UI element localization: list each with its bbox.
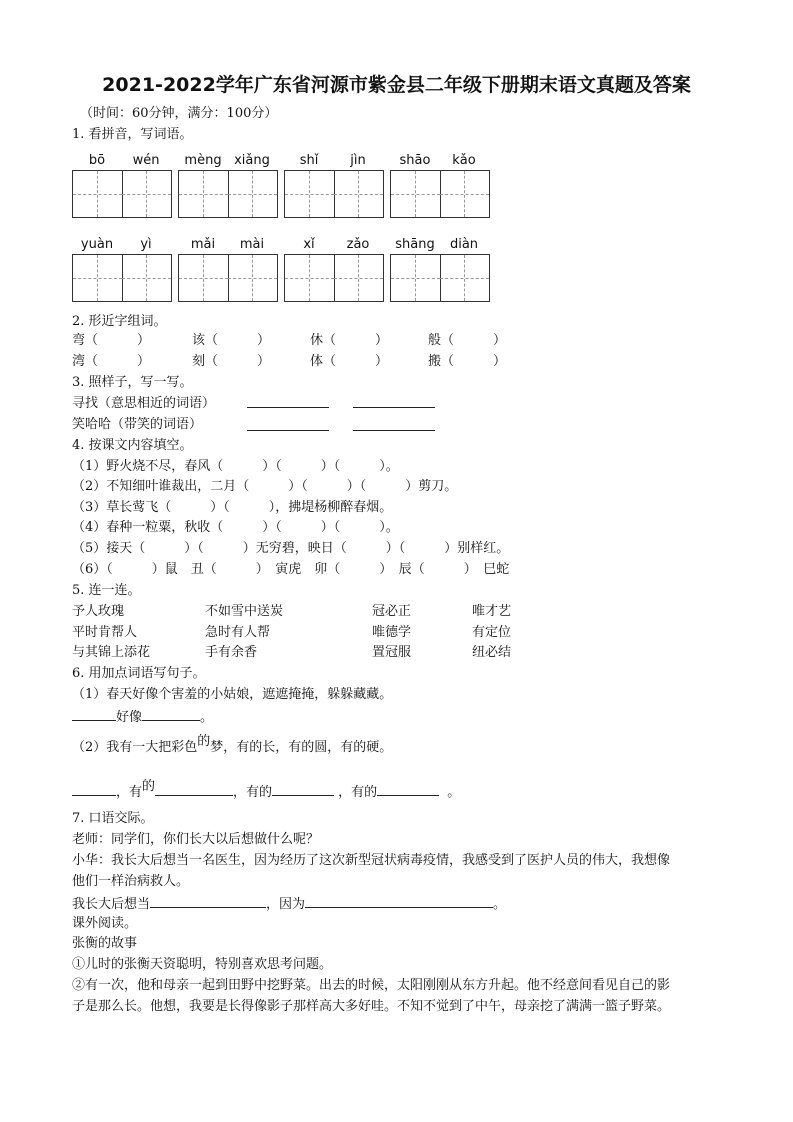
sentence-part: 的 [142, 779, 156, 794]
period: 。 [200, 710, 214, 725]
pinyin: zǎo [346, 237, 370, 252]
pinyin: shāng [395, 237, 435, 252]
q4-item: （4）春种一粒粟，秋收（ ）（ ）（ ）。 [72, 520, 399, 535]
q7-answer [72, 895, 506, 913]
q7-xiaohua-1: 小华：我长大后想当一名医生，因为经历了这次新型冠状病毒疫情，我感受到了医护人员的伟大，我想像 [72, 853, 671, 868]
q3-prompt: 寻找（意思相近的词语） [72, 396, 216, 411]
q2-item: 湾（ ） [72, 354, 151, 369]
answer-blank[interactable] [305, 895, 493, 908]
answer-blank[interactable] [353, 430, 435, 431]
answer-blank[interactable] [155, 783, 233, 796]
answer-blank[interactable] [377, 783, 439, 796]
pinyin: jìn [350, 153, 366, 168]
answer-blank[interactable] [353, 407, 435, 408]
sentence-part: 梦，有的长，有的圆，有的硬。 [210, 740, 393, 755]
sentence-part: 我长大后想当 [72, 897, 151, 912]
sentence-part: ，有 [116, 785, 143, 800]
q1-heading: 1. 看拼音，写词语。 [72, 127, 193, 142]
q2-heading: 2. 形近字组词。 [72, 314, 167, 329]
q3-heading: 3. 照样子，写一写。 [72, 375, 193, 390]
q3-prompt: 笑哈哈（带笑的词语） [72, 417, 203, 432]
match-item[interactable]: 置冠服 [372, 645, 412, 660]
period: 。 [447, 785, 461, 800]
sentence-part: ，有的 [233, 785, 273, 800]
q2-item: 体（ ） [310, 354, 389, 369]
match-item[interactable]: 唯才艺 [472, 604, 512, 619]
page-title: 2021-2022学年广东省河源市紫金县二年级下册期末语文真题及答案 [102, 74, 691, 96]
match-item[interactable]: 纽必结 [472, 645, 512, 660]
sentence-part: （2）我有一大把彩色 [72, 740, 198, 755]
q4-item: （2）不知细叶谁裁出，二月（ ）（ ）（ ）剪刀。 [72, 479, 458, 494]
answer-blank[interactable] [72, 783, 116, 796]
tianzige-box[interactable] [72, 170, 172, 218]
match-item[interactable]: 急时有人帮 [205, 625, 271, 640]
sentence-part: ，因为 [266, 897, 306, 912]
q5-heading: 5. 连一连。 [72, 583, 141, 598]
story-paragraph-2: ②有一次，他和母亲一起到田野中挖野菜。出去的时候，太阳刚刚从东方升起。他不经意间看见自己的影 [72, 978, 671, 993]
sentence-part: ，有的 [334, 785, 378, 800]
q4-heading: 4. 按课文内容填空。 [72, 438, 193, 453]
pinyin: xiǎng [234, 153, 270, 168]
q2-item: 般（ ） [428, 333, 507, 348]
q6-sentence-2 [72, 734, 393, 756]
q6-heading: 6. 用加点词语写句子。 [72, 666, 206, 681]
q2-item: 刻（ ） [192, 354, 271, 369]
match-item[interactable]: 与其锦上添花 [72, 645, 151, 660]
q2-item: 休（ ） [310, 333, 389, 348]
q2-item: 该（ ） [192, 333, 271, 348]
answer-blank[interactable] [247, 430, 329, 431]
pinyin: yuàn [80, 237, 114, 252]
answer-blank[interactable] [247, 407, 329, 408]
pinyin: wén [132, 153, 160, 168]
q6-answer-1 [72, 708, 213, 726]
q7-teacher: 老师：同学们，你们长大以后想做什么呢？ [72, 832, 320, 847]
q6-answer-2 [72, 779, 461, 801]
pinyin: xǐ [303, 237, 315, 252]
pinyin: mài [239, 237, 265, 252]
q4-item: （5）接天（ ）（ ）无穷碧，映日（ ）（ ）别样红。 [72, 541, 510, 556]
q4-item: （6）（ ）鼠 丑（ ） 寅虎 卯（ ） 辰（ ） 巳蛇 [72, 562, 510, 577]
tianzige-box[interactable] [390, 170, 490, 218]
q2-item: 搬（ ） [428, 354, 507, 369]
pinyin: shǐ [299, 153, 319, 168]
period: 。 [493, 897, 507, 912]
q6-sentence-1: （1）春天好像个害羞的小姑娘，遮遮掩掩，躲躲藏藏。 [72, 687, 393, 702]
pinyin: kǎo [452, 153, 476, 168]
q4-item: （3）草长莺飞（ ）（ ），拂堤杨柳醉春烟。 [72, 500, 393, 515]
match-item[interactable]: 唯德学 [372, 625, 412, 640]
match-item[interactable]: 平时肯帮人 [72, 625, 138, 640]
tianzige-box[interactable] [72, 254, 172, 302]
q2-item: 弯（ ） [72, 333, 151, 348]
pinyin: shāo [399, 153, 431, 168]
answer-blank[interactable] [72, 708, 116, 721]
match-item[interactable]: 冠必正 [372, 604, 412, 619]
reading-label: 课外阅读。 [72, 916, 138, 931]
answer-blank[interactable] [150, 895, 266, 908]
key-word: 好像 [116, 710, 143, 725]
pinyin: bō [88, 153, 106, 168]
exam-meta: （时间：60分钟，满分：100分） [80, 106, 278, 121]
tianzige-box[interactable] [178, 254, 278, 302]
story-paragraph-2-cont: 子是那么长。他想，我要是长得像影子那样高大多好哇。不知不觉到了中午，母亲挖了满满一篮子野菜。 [72, 999, 671, 1014]
match-item[interactable]: 予人玫瑰 [72, 604, 125, 619]
story-paragraph-1: ①儿时的张衡天资聪明，特别喜欢思考问题。 [72, 957, 333, 972]
tianzige-box[interactable] [178, 170, 278, 218]
tianzige-box[interactable] [284, 170, 384, 218]
pinyin: mèng [184, 153, 222, 168]
q7-xiaohua-2: 他们一样治病救人。 [72, 874, 190, 889]
q4-item: （1）野火烧不尽，春风（ ）（ ）（ ）。 [72, 459, 399, 474]
pinyin: mǎi [190, 237, 216, 252]
answer-blank[interactable] [142, 708, 200, 721]
answer-blank[interactable] [272, 783, 334, 796]
pinyin: yì [140, 237, 152, 252]
tianzige-box[interactable] [284, 254, 384, 302]
match-item[interactable]: 手有余香 [205, 645, 258, 660]
story-title: 张衡的故事 [72, 936, 138, 951]
q7-heading: 7. 口语交际。 [72, 811, 154, 826]
pinyin: diàn [449, 237, 479, 252]
match-item[interactable]: 有定位 [472, 625, 512, 640]
match-item[interactable]: 不如雪中送炭 [205, 604, 284, 619]
tianzige-box[interactable] [390, 254, 490, 302]
sentence-part: 的 [197, 734, 211, 749]
